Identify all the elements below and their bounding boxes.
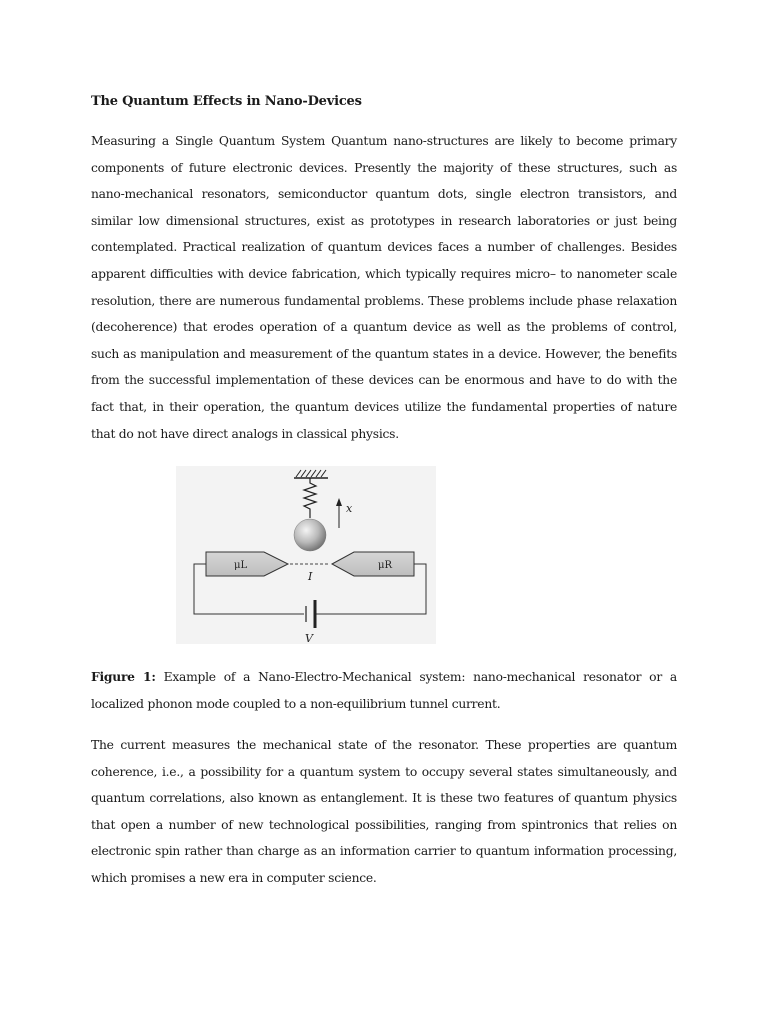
battery xyxy=(306,600,315,628)
label-mu-right: μR xyxy=(378,560,393,571)
spring xyxy=(304,478,316,518)
intro-paragraph: Measuring a Single Quantum System Quantum nano-structures are likely to become primary components of future electronic devices. Presently the majority of these structures, such as nano-mechanical resonators, semiconductor quantum dots, single electron transistors, and similar low dimensional structures, exist as prototypes in research laboratories or just being contemplated. Practical realization of quantum devices faces a number of challenges. Besides apparent difficulties with device fabrication, which typically requires micro– to nanometer scale resolution, there are numerous fundamental problems. These problems include phase relaxation (decoherence) that erodes operation of a quantum device as well as the problems of control, such as manipulation and measurement of the quantum states in a device. However, the benefits from the successful implementation of these devices can be enormous and have to do with the fact that, in their operation, the quantum devices utilize the fundamental properties of nature that do not have direct analogs in classical physics. xyxy=(91,134,677,441)
anchor-hatch xyxy=(294,470,328,478)
figure-caption xyxy=(91,664,677,717)
right-electrode xyxy=(332,552,414,576)
label-current: I xyxy=(308,570,313,583)
closing-paragraph: The current measures the mechanical state of the resonator. These properties are quantum coherence, i.e., a possibility for a quantum system to occupy several states simultaneously, and quantum correlations, also known as entanglement. It is these two features of quantum physics that open a number of new technological possibilities, ranging from spintronics that relies on electronic spin rather than charge as an information carrier to quantum information processing, which promises a new era in computer science. xyxy=(91,738,677,885)
displacement-arrow xyxy=(336,498,342,528)
resonator-ball xyxy=(294,519,326,551)
caption-text: Example of a Nano-Electro-Mechanical system: nano-mechanical resonator or a localized phonon mode coupled to a non-equilibrium tunnel current. xyxy=(91,670,677,711)
document-title: The Quantum Effects in Nano-Devices xyxy=(91,94,362,109)
label-mu-left: μL xyxy=(234,560,248,571)
label-x: x xyxy=(346,502,353,515)
caption-label: Figure 1: xyxy=(91,669,156,684)
nems-figure xyxy=(176,466,436,644)
label-voltage: V xyxy=(305,632,313,644)
